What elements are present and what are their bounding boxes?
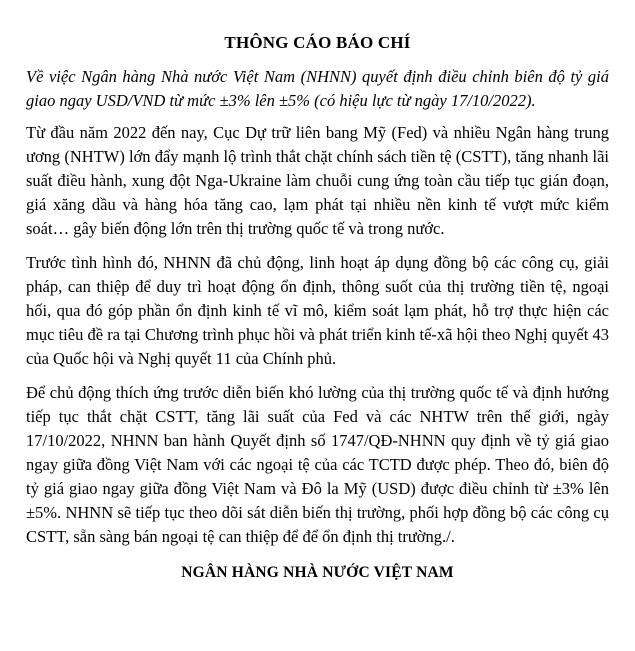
paragraph-2: Trước tình hình đó, NHNN đã chủ động, linh hoạt áp dụng đồng bộ các công cụ, giải pháp, can thiệp để duy trì hoạt động ổn định, thông suốt của thị trường tiền tệ, ngoại hối, qua đó góp phần ổn định kinh tế vĩ mô, kiểm soát lạm phát, hỗ trợ thực hiện các mục tiêu đề ra tại Chương trình phục hồi và phát triển kinh tế-xã hội theo Nghị quyết 43 của Quốc hội và Nghị quyết 11 của Chính phủ. — [26, 253, 609, 368]
document-subtitle: Về việc Ngân hàng Nhà nước Việt Nam (NHNN) quyết định điều chỉnh biên độ tỷ giá giao ngay USD/VND từ mức ±3% lên ±5% (có hiệu lực từ ngày 17/10/2022). — [26, 67, 609, 110]
document-title: THÔNG CÁO BÁO CHÍ — [224, 33, 411, 52]
issuer-signature: NGÂN HÀNG NHÀ NƯỚC VIỆT NAM — [181, 564, 454, 581]
paragraph-1: Từ đầu năm 2022 đến nay, Cục Dự trữ liên bang Mỹ (Fed) và nhiều Ngân hàng trung ương (NHTW) lớn đẩy mạnh lộ trình thắt chặt chính sách tiền tệ (CSTT), tăng nhanh lãi suất điều hành, xung đột Nga-Ukraine làm chuỗi cung ứng toàn cầu tiếp tục gián đoạn, giá xăng dầu và hàng hóa tăng cao, lạm phát tại nhiều nền kinh tế vượt mức kiểm soát… gây biến động lớn trên thị trường quốc tế và trong nước. — [26, 123, 609, 238]
paragraph-3: Để chủ động thích ứng trước diễn biến khó lường của thị trường quốc tế và định hướng tiếp tục thắt chặt CSTT, tăng lãi suất của Fed và các NHTW trên thế giới, ngày 17/10/2022, NHNN ban hành Quyết định số 1747/QĐ-NHNN quy định về tỷ giá giao ngay giữa đồng Việt Nam với các ngoại tệ của các TCTD được phép. Theo đó, biên độ tỷ giá giao ngay giữa đồng Việt Nam và Đô la Mỹ (USD) được điều chỉnh từ ±3% lên ±5%. NHNN sẽ tiếp tục theo dõi sát diễn biến thị trường, phối hợp đồng bộ các công cụ CSTT, sẵn sàng bán ngoại tệ can thiệp để để ổn định thị trường./. — [26, 383, 609, 546]
